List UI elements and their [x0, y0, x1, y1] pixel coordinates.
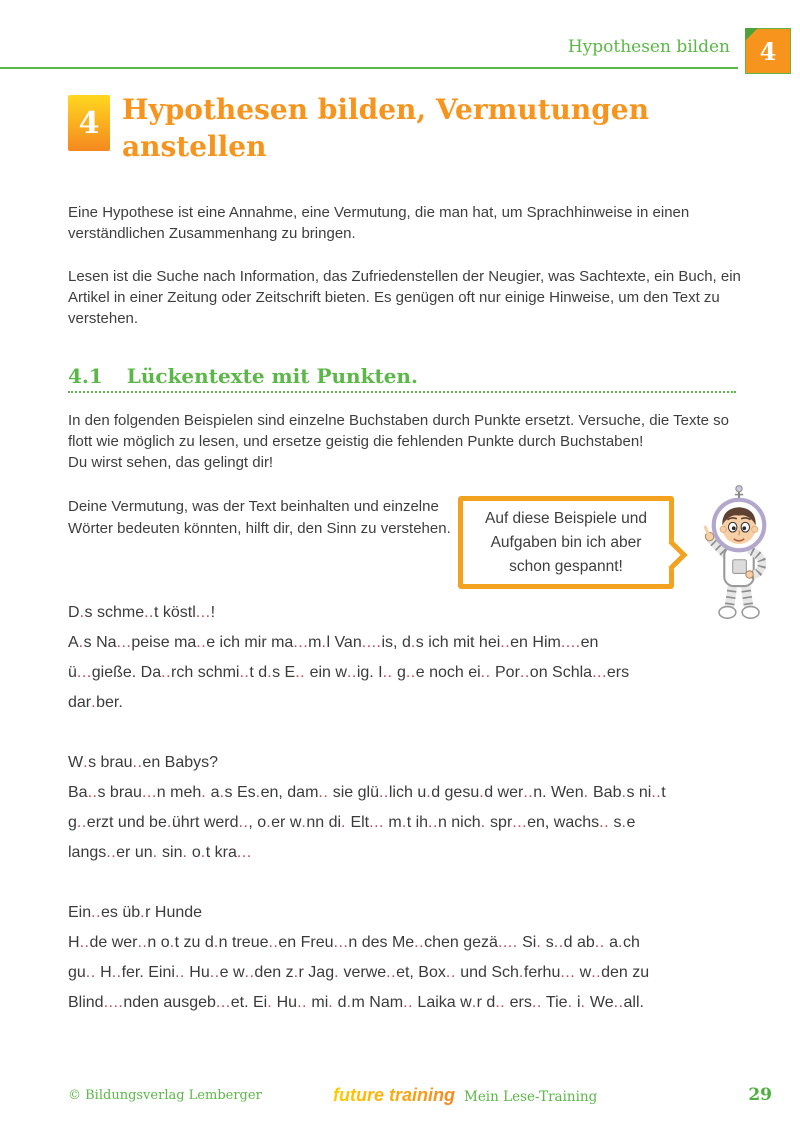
gap-dots: ..: [238, 814, 249, 831]
gap-dots: ...: [369, 814, 384, 831]
gap-dots: ..: [445, 964, 456, 981]
gap-dots: .: [152, 844, 158, 861]
gap-dots: ..: [297, 994, 307, 1011]
gap-dots: ...: [76, 664, 92, 681]
gap-dots: .: [219, 784, 225, 801]
gap-dots: ..: [523, 784, 534, 801]
gap-dots: ..: [106, 844, 117, 861]
gap-dots: .: [401, 814, 407, 831]
gap-text-1-line: A.s Na...peise ma..e ich mir ma...m.l Van....is, d.s ich mit hei..en Him....en: [68, 634, 599, 651]
gap-dots: .: [567, 994, 573, 1011]
gap-dots: ..: [382, 664, 393, 681]
gap-dots: ....: [361, 634, 382, 651]
gap-dots: .: [518, 964, 524, 981]
gap-text-3-line: Blind....nden ausgeb...et. Ei. Hu.. mi. d.m Nam.. Laika w.r d.. ers.. Tie. i. We..all.: [68, 994, 644, 1011]
gap-text-2-line: Ba..s brau...n meh. a.s Es.en, dam.. sie glü..lich u.d gesu.d wer..n. Wen. Bab.s ni..t: [68, 784, 666, 801]
gap-text-exercises: [68, 598, 758, 1048]
gap-text-2-line: g..erzt und be.ührt werd.., o.er w.nn di. Elt... m.t ih..n nich. spr...en, wachs.. s.e: [68, 814, 636, 831]
gap-dots: .: [293, 964, 299, 981]
gap-dots: ..: [495, 994, 506, 1011]
gap-dots: .: [169, 934, 175, 951]
gap-dots: ..: [346, 664, 357, 681]
gap-text-3-line: H..de wer..n o.t zu d.n treue..en Freu...n des Me..chen gezä.... Si. s..d ab.. a.ch: [68, 934, 640, 951]
gap-dots: ..: [405, 664, 416, 681]
gap-dots: .: [213, 934, 219, 951]
gap-dots: ..: [144, 604, 154, 621]
gap-text-3: [68, 898, 758, 1018]
section-dotted-rule: [68, 391, 736, 393]
gap-dots: .: [410, 634, 416, 651]
gap-dots: .: [341, 814, 346, 831]
gap-dots: ..: [132, 754, 143, 771]
gap-dots: ...: [236, 844, 252, 861]
gap-dots: .: [621, 784, 627, 801]
gap-dots: .: [580, 994, 586, 1011]
gap-dots: .: [200, 844, 206, 861]
chapter-number-box: [68, 95, 110, 151]
gap-dots: .: [267, 664, 273, 681]
gap-dots: ...: [141, 784, 157, 801]
gap-text-2-title: W.s brau..en Babys?: [68, 754, 219, 771]
gap-dots: .: [480, 814, 486, 831]
gap-dots: ..: [414, 934, 425, 951]
section-intro-line-2: Du wirst sehen, das gelingt dir!: [68, 454, 274, 471]
chapter-heading: [68, 95, 667, 165]
gap-dots: ..: [500, 634, 511, 651]
gap-dots: ..: [318, 784, 329, 801]
gap-dots: ..: [295, 664, 306, 681]
section-title: Lückentexte mit Punkten.: [126, 364, 418, 388]
gap-dots: ..: [87, 784, 98, 801]
gap-dots: ...: [116, 634, 132, 651]
gap-dots: ..: [651, 784, 662, 801]
series-brand: [333, 1085, 597, 1106]
gap-dots: ..: [594, 934, 605, 951]
gap-text-3-line: gu.. H..fer. Eini.. Hu..e w..den z.r Jag. verwe..et, Box.. und Sch.ferhu... w..den zu: [68, 964, 650, 981]
gap-dots: .: [182, 844, 188, 861]
gap-dots: ....: [497, 934, 518, 951]
brand-logo-text: future training: [333, 1085, 455, 1105]
gap-dots: ..: [378, 784, 389, 801]
intro-paragraph-2: Lesen ist die Suche nach Information, das Zufriedenstellen der Neugier, was Sachtexte, ein Buch, ein Artikel in einer Zeitung oder Zeitschrift bieten. Es genügen oft nur einige Hinweise, um den Text zu verstehen.: [68, 268, 741, 327]
series-title: Mein Lese-Training: [464, 1089, 598, 1105]
section-number: 4.1: [68, 364, 103, 388]
gap-dots: ....: [103, 994, 124, 1011]
gap-dots: .: [346, 994, 352, 1011]
gap-dots: ..: [599, 814, 610, 831]
gap-dots: ..: [76, 814, 87, 831]
gap-dots: ...: [215, 994, 231, 1011]
gap-dots: ..: [209, 964, 220, 981]
gap-dots: ..: [161, 664, 172, 681]
section-intro-paragraph: [68, 410, 744, 473]
gap-dots: .: [618, 934, 623, 951]
gap-dots: .: [321, 634, 327, 651]
speech-bubble-text: Auf diese Beispiele und Aufgaben bin ich aber schon gespannt!: [484, 509, 647, 575]
gap-text-1-title: D.s schme..t köstl...!: [68, 604, 216, 621]
gap-dots: ..: [613, 994, 624, 1011]
gap-dots: ...: [333, 934, 349, 951]
gap-text-2: [68, 748, 758, 868]
gap-dots: .: [140, 904, 146, 921]
copyright-notice: © Bildungsverlag Lemberger: [68, 1088, 262, 1103]
gap-dots: .: [583, 784, 589, 801]
chapter-tab-icon: [745, 28, 791, 74]
gap-text-2-line: langs..er un. sin. o.t kra...: [68, 844, 252, 861]
gap-dots: ..: [531, 994, 542, 1011]
gap-dots: .: [78, 634, 84, 651]
gap-dots: ..: [174, 964, 185, 981]
chapter-tab-number: 4: [759, 36, 777, 66]
gap-dots: .: [83, 754, 89, 771]
gap-dots: ..: [268, 934, 279, 951]
aside-paragraph: Deine Vermutung, was der Text beinhalten und einzelne Wörter bedeuten könnten, hilft dir, den Sinn zu verstehen.: [68, 498, 451, 537]
gap-dots: .: [91, 694, 97, 711]
gap-text-1-line: ü...gieße. Da..rch schmi..t d.s E.. ein w..ig. I.. g..e noch ei.. Por..on Schla...ers: [68, 664, 630, 681]
gap-dots: .: [334, 964, 340, 981]
gap-dots: ...: [592, 664, 607, 681]
gap-dots: ..: [137, 934, 148, 951]
gap-dots: ..: [591, 964, 602, 981]
page-number: 29: [748, 1085, 772, 1105]
gap-dots: .: [426, 784, 432, 801]
chapter-title: Hypothesen bilden, Vermutungen anstellen: [122, 93, 649, 163]
gap-dots: ..: [480, 664, 491, 681]
gap-dots: .: [267, 994, 273, 1011]
gap-dots: ..: [386, 964, 397, 981]
gap-dots: .: [301, 814, 307, 831]
gap-dots: .: [536, 934, 542, 951]
gap-dots: .: [471, 994, 477, 1011]
gap-dots: ...: [512, 814, 528, 831]
chapter-number: 4: [78, 105, 100, 141]
gap-dots: .: [255, 784, 261, 801]
gap-dots: .: [328, 994, 334, 1011]
gap-dots: ...: [195, 604, 211, 621]
gap-dots: .: [479, 784, 485, 801]
gap-dots: ..: [91, 904, 102, 921]
gap-dots: .: [79, 604, 85, 621]
gap-text-1-line: dar.ber.: [68, 694, 123, 711]
gap-dots: ...: [560, 964, 576, 981]
gap-dots: ..: [428, 814, 438, 831]
section-intro-line: In den folgenden Beispielen sind einzelne Buchstaben durch Punkte ersetzt. Versuche, die Texte so flott wie möglich zu lesen, und ersetze geistig die fehlenden Punkte durch Buchstaben!: [68, 412, 729, 450]
gap-dots: ..: [519, 664, 530, 681]
intro-paragraph-1: Eine Hypothese ist eine Annahme, eine Vermutung, die man hat, um Sprachhinweise in einen verständlichen Zusammenhang zu bringen.: [68, 204, 690, 242]
gap-text-3-title: Ein..es üb.r Hunde: [68, 904, 203, 921]
section-heading: [68, 364, 738, 388]
gap-dots: ..: [85, 964, 96, 981]
gap-dots: ..: [244, 964, 255, 981]
page-footer: [0, 1085, 800, 1109]
running-head-section-label: Hypothesen bilden: [567, 37, 730, 57]
gap-dots: .: [166, 814, 172, 831]
gap-dots: ..: [553, 934, 564, 951]
gap-text-1: [68, 598, 758, 718]
gap-dots: ...: [293, 634, 309, 651]
speech-bubble: [458, 496, 674, 589]
gap-dots: ..: [111, 964, 122, 981]
gap-dots: ..: [403, 994, 413, 1011]
gap-dots: ..: [239, 664, 250, 681]
gap-dots: .: [201, 784, 207, 801]
gap-dots: .: [266, 814, 272, 831]
gap-dots: ....: [560, 634, 581, 651]
gap-dots: ..: [79, 934, 90, 951]
gap-dots: .: [621, 814, 627, 831]
gap-dots: ..: [196, 634, 207, 651]
header-rule: [0, 67, 738, 69]
